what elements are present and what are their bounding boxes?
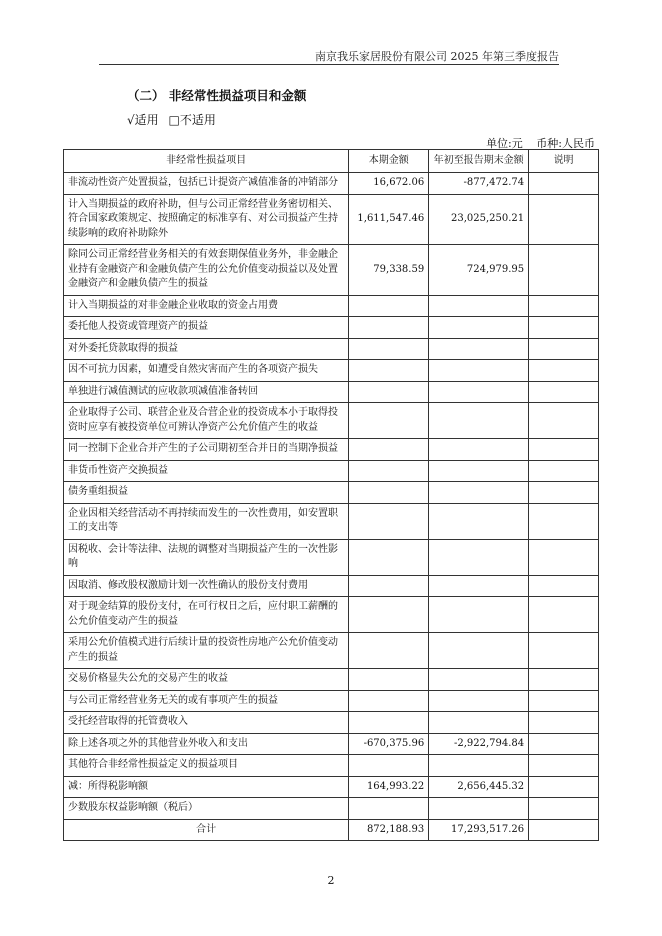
row-current xyxy=(349,690,429,712)
row-ytd: -2,922,794.84 xyxy=(429,733,529,755)
row-ytd xyxy=(429,439,529,461)
row-current xyxy=(349,403,429,439)
table-row xyxy=(64,360,599,382)
table-row xyxy=(64,194,599,245)
row-current xyxy=(349,295,429,317)
row-ytd xyxy=(429,460,529,482)
row-current: 79,338.59 xyxy=(349,245,429,296)
row-current: -670,375.96 xyxy=(349,733,429,755)
row-item: 因取消、修改股权激励计划一次性确认的股份支付费用 xyxy=(64,575,349,597)
table-row xyxy=(64,776,599,798)
row-current xyxy=(349,460,429,482)
table-row xyxy=(64,295,599,317)
row-item: 债务重组损益 xyxy=(64,482,349,504)
table-row xyxy=(64,482,599,504)
table-row xyxy=(64,403,599,439)
table-row xyxy=(64,317,599,339)
page-number: 2 xyxy=(327,874,335,887)
header-ytd: 年初至报告期末金额 xyxy=(429,150,529,173)
row-note xyxy=(529,245,599,296)
row-current xyxy=(349,539,429,575)
table-row xyxy=(64,755,599,777)
table-row xyxy=(64,798,599,820)
row-item: 非货币性资产交换损益 xyxy=(64,460,349,482)
row-current xyxy=(349,798,429,820)
row-current xyxy=(349,755,429,777)
row-ytd xyxy=(429,755,529,777)
row-item: 受托经营取得的托管费收入 xyxy=(64,712,349,734)
row-current xyxy=(349,597,429,633)
row-item: 采用公允价值模式进行后续计量的投资性房地产公允价值变动产生的损益 xyxy=(64,633,349,669)
row-ytd xyxy=(429,575,529,597)
row-note xyxy=(529,597,599,633)
row-item: 委托他人投资或管理资产的损益 xyxy=(64,317,349,339)
row-note xyxy=(529,669,599,691)
row-current xyxy=(349,439,429,461)
row-item: 因税收、会计等法律、法规的调整对当期损益产生的一次性影响 xyxy=(64,539,349,575)
table-row xyxy=(64,575,599,597)
row-note xyxy=(529,338,599,360)
applicability-options xyxy=(127,111,222,128)
row-ytd-total: 17,293,517.26 xyxy=(429,819,529,841)
row-note xyxy=(529,194,599,245)
row-current xyxy=(349,338,429,360)
row-ytd xyxy=(429,503,529,539)
row-ytd: -877,472.74 xyxy=(429,173,529,195)
table-row xyxy=(64,245,599,296)
row-item: 计入当期损益的对非金融企业收取的资金占用费 xyxy=(64,295,349,317)
row-ytd xyxy=(429,539,529,575)
row-note xyxy=(529,460,599,482)
row-note xyxy=(529,403,599,439)
row-item: 企业因相关经营活动不再持续而发生的一次性费用，如安置职工的支出等 xyxy=(64,503,349,539)
row-current xyxy=(349,633,429,669)
row-ytd xyxy=(429,690,529,712)
row-current: 164,993.22 xyxy=(349,776,429,798)
row-current xyxy=(349,575,429,597)
row-ytd xyxy=(429,633,529,669)
row-note xyxy=(529,503,599,539)
row-item: 少数股东权益影响额（税后） xyxy=(64,798,349,820)
table-row xyxy=(64,690,599,712)
row-ytd: 2,656,445.32 xyxy=(429,776,529,798)
row-item: 非流动性资产处置损益，包括已计提资产减值准备的冲销部分 xyxy=(64,173,349,195)
row-current xyxy=(349,503,429,539)
row-item: 减：所得税影响额 xyxy=(64,776,349,798)
header-note: 说明 xyxy=(529,150,599,173)
row-current xyxy=(349,317,429,339)
row-ytd xyxy=(429,381,529,403)
table-row xyxy=(64,733,599,755)
row-note xyxy=(529,712,599,734)
row-current xyxy=(349,712,429,734)
row-ytd xyxy=(429,338,529,360)
row-ytd xyxy=(429,712,529,734)
row-ytd xyxy=(429,669,529,691)
currency-label: 币种:人民币 xyxy=(536,137,595,150)
table-row xyxy=(64,338,599,360)
table-row xyxy=(64,539,599,575)
row-note xyxy=(529,776,599,798)
row-note xyxy=(529,633,599,669)
row-note xyxy=(529,482,599,504)
row-ytd xyxy=(429,360,529,382)
row-current-total: 872,188.93 xyxy=(349,819,429,841)
row-item-total: 合计 xyxy=(64,819,349,841)
table-row xyxy=(64,381,599,403)
row-item: 企业取得子公司、联营企业及合营企业的投资成本小于取得投资时应享有被投资单位可辨认净资产公允价值产生的收益 xyxy=(64,403,349,439)
row-ytd xyxy=(429,295,529,317)
row-current: 1,611,547.46 xyxy=(349,194,429,245)
row-note xyxy=(529,798,599,820)
row-current xyxy=(349,669,429,691)
row-ytd xyxy=(429,798,529,820)
row-item: 单独进行减值测试的应收款项减值准备转回 xyxy=(64,381,349,403)
table-row xyxy=(64,597,599,633)
row-ytd: 23,025,250.21 xyxy=(429,194,529,245)
table-row xyxy=(64,712,599,734)
report-header: 南京我乐家居股份有限公司 2025 年第三季度报告 xyxy=(315,50,559,63)
row-item: 其他符合非经常性损益定义的损益项目 xyxy=(64,755,349,777)
applicable-option: √适用 xyxy=(127,113,159,127)
header-item: 非经常性损益项目 xyxy=(64,150,349,173)
table-row-total xyxy=(64,819,599,841)
not-applicable-option: □不适用 xyxy=(168,113,216,127)
header-divider xyxy=(99,64,559,65)
row-note xyxy=(529,690,599,712)
row-note xyxy=(529,381,599,403)
row-current xyxy=(349,360,429,382)
row-note xyxy=(529,733,599,755)
table-row xyxy=(64,669,599,691)
row-item: 交易价格显失公允的交易产生的收益 xyxy=(64,669,349,691)
table-row xyxy=(64,460,599,482)
row-ytd xyxy=(429,317,529,339)
row-item: 计入当期损益的政府补助，但与公司正常经营业务密切相关、符合国家政策规定、按照确定的标准享有、对公司损益产生持续影响的政府补助除外 xyxy=(64,194,349,245)
row-ytd: 724,979.95 xyxy=(429,245,529,296)
row-item: 对于现金结算的股份支付，在可行权日之后，应付职工薪酬的公允价值变动产生的损益 xyxy=(64,597,349,633)
table-header-row xyxy=(64,150,599,173)
row-item: 对外委托贷款取得的损益 xyxy=(64,338,349,360)
row-item: 因不可抗力因素，如遭受自然灾害而产生的各项资产损失 xyxy=(64,360,349,382)
row-note xyxy=(529,439,599,461)
table-body xyxy=(64,173,599,841)
row-current: 16,672.06 xyxy=(349,173,429,195)
row-current xyxy=(349,482,429,504)
row-note xyxy=(529,755,599,777)
section-title: （二） 非经常性损益项目和金额 xyxy=(127,88,307,103)
row-note xyxy=(529,360,599,382)
row-ytd xyxy=(429,482,529,504)
header-current: 本期金额 xyxy=(349,150,429,173)
table-row xyxy=(64,173,599,195)
row-current xyxy=(349,381,429,403)
row-note-total xyxy=(529,819,599,841)
row-item: 与公司正常经营业务无关的或有事项产生的损益 xyxy=(64,690,349,712)
row-note xyxy=(529,173,599,195)
non-recurring-gains-table xyxy=(63,149,599,841)
table-row xyxy=(64,439,599,461)
table-row xyxy=(64,503,599,539)
row-note xyxy=(529,295,599,317)
row-item: 除同公司正常经营业务相关的有效套期保值业务外，非金融企业持有金融资产和金融负债产生的公允价值变动损益以及处置金融资产和金融负债产生的损益 xyxy=(64,245,349,296)
row-ytd xyxy=(429,403,529,439)
unit-label: 单位:元 xyxy=(486,137,523,150)
row-note xyxy=(529,317,599,339)
row-note xyxy=(529,539,599,575)
row-item: 同一控制下企业合并产生的子公司期初至合并日的当期净损益 xyxy=(64,439,349,461)
row-item: 除上述各项之外的其他营业外收入和支出 xyxy=(64,733,349,755)
row-ytd xyxy=(429,597,529,633)
row-note xyxy=(529,575,599,597)
table-row xyxy=(64,633,599,669)
